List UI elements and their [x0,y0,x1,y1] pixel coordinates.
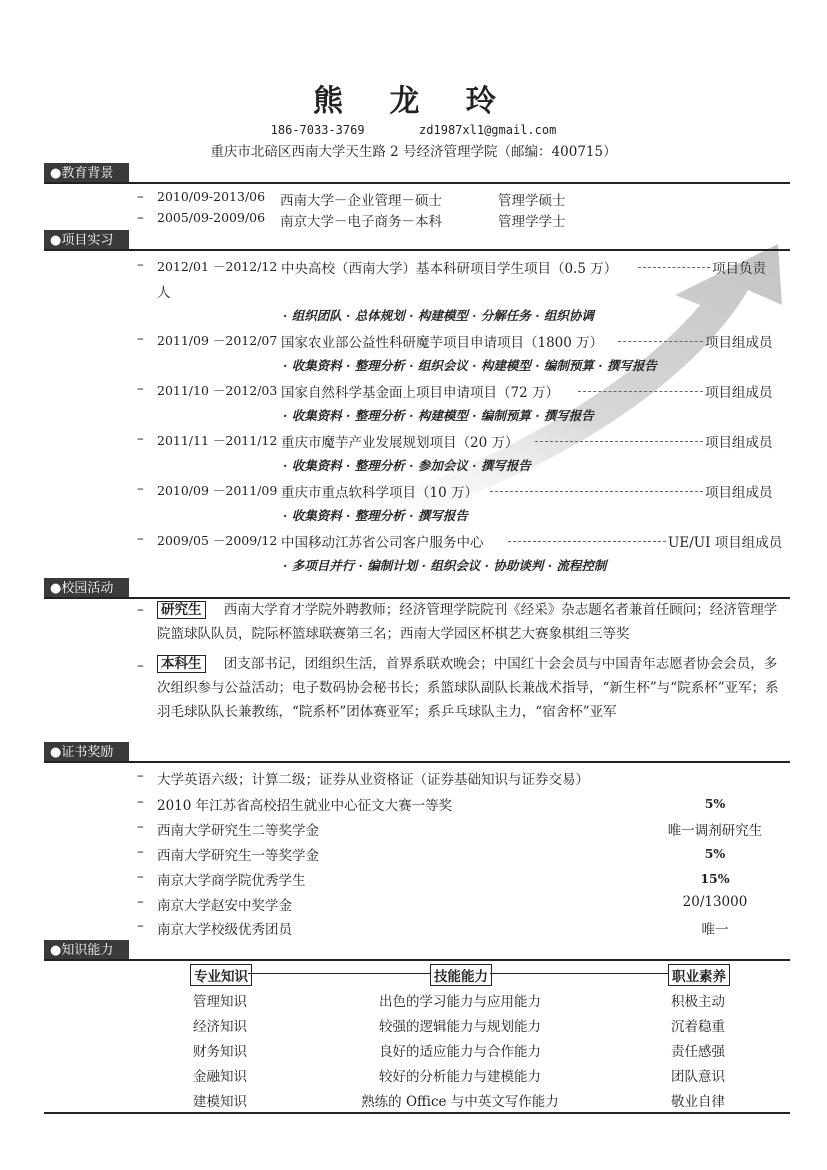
email-address: zd1987xl1@gmail.com [419,123,557,137]
contact-line [0,123,827,137]
knowledge-item: 经济知识 [193,1019,247,1035]
bullet: – [137,531,144,547]
bullet: – [137,189,144,205]
bullet: – [137,257,144,273]
project-role: 项目组成员 [705,335,773,351]
ability-item: 较强的逻辑能力与规划能力 [379,1019,541,1035]
graduate-label: 研究生 [157,601,206,619]
bullet: – [137,768,144,784]
award-text: 2010 年江苏省高校招生就业中心征文大赛一等奖 [157,798,453,814]
connector-line [248,973,430,974]
quality-item: 责任感强 [671,1044,725,1060]
date-range: 2010/09-2013/06 [157,189,266,204]
project-role: UE/UI 项目组成员 [668,535,783,551]
section-title: 项目实习 [61,233,114,248]
section-tab-skills [44,940,129,961]
water-drop-icon: ● [50,745,62,760]
postal-address: 重庆市北碚区西南大学天生路 2 号经济管理学院（邮编：400715） [210,144,617,160]
project-row [0,331,827,351]
knowledge-list [170,990,270,1115]
section-skills [44,940,790,961]
award-note: 20/13000 [682,894,748,910]
education-row [0,189,827,209]
project-role: 项目组成员 [705,385,773,401]
education-row [0,210,827,230]
bottom-divider [44,1112,790,1114]
section-title: 证书奖励 [61,745,114,760]
project-title: 国家自然科学基金面上项目申请项目（72 万） [281,385,559,401]
section-awards [44,742,790,763]
section-education [44,163,790,184]
project-title: 重庆市魔芋产业发展规划项目（20 万） [281,435,519,451]
knowledge-item: 建模知识 [193,1094,247,1110]
bullet: – [137,894,144,910]
bullet: – [137,869,144,885]
leader-line [508,541,666,542]
ability-item: 良好的适应能力与合作能力 [379,1044,541,1060]
leader-line [490,491,703,492]
award-text: 西南大学研究生二等奖学金 [157,823,319,839]
project-keywords [0,506,827,526]
ability-item: 较好的分析能力与建模能力 [379,1069,541,1085]
undergrad-label: 本科生 [157,655,206,673]
skills-header-knowledge: 专业知识 [190,964,252,986]
project-row [0,531,827,551]
qualities-list [648,990,748,1115]
section-tab-awards [44,742,129,763]
project-keywords [0,356,827,376]
leader-line [535,441,703,442]
award-text: 南京大学校级优秀团员 [157,922,292,938]
award-text: 大学英语六级；计算二级；证券从业资格证（证券基础知识与证券交易） [157,772,589,788]
keywords: · 收集资料 · 整理分析 · 构建模型 · 编制预算 · 撰写报告 [283,408,594,423]
project-role: 项目负责 [712,261,766,277]
project-role-cont: 人 [157,285,171,301]
project-keywords [0,406,827,426]
school: 西南大学－企业管理－硕士 [280,193,442,209]
section-title: 校园活动 [61,581,114,596]
connector-line [490,973,668,974]
resume-name: 熊 龙 玲 [313,84,514,119]
project-role-wrap [0,281,827,301]
divider [44,959,790,961]
quality-item: 沉着稳重 [671,1019,725,1035]
keywords: · 收集资料 · 整理分析 · 参加会议 · 撰写报告 [283,458,531,473]
award-note: 唯一 [701,922,729,938]
ability-item: 熟练的 Office 与中英文写作能力 [361,1094,559,1110]
water-drop-icon: ● [50,943,62,958]
date-range: 2010/09 －2011/09 [157,483,278,498]
degree: 管理学学士 [498,214,566,230]
project-role: 项目组成员 [705,485,773,501]
project-row [0,381,827,401]
knowledge-item: 管理知识 [193,994,247,1010]
divider [44,249,790,251]
project-keywords [0,306,827,326]
project-title: 中央高校（西南大学）基本科研项目学生项目（0.5 万） [281,261,618,277]
keywords: · 多项目并行 · 编制计划 · 组织会议 · 协助谈判 · 流程控制 [283,558,607,573]
award-text: 南京大学商学院优秀学生 [157,873,306,889]
award-note: 5% [704,846,726,861]
award-row [0,894,827,914]
water-drop-icon: ● [50,166,62,181]
bullet: – [137,431,144,447]
award-text: 南京大学赵安中奖学金 [157,898,292,914]
project-title: 国家农业部公益性科研魔芋项目申请项目（1800 万） [281,335,604,351]
abilities-list [330,990,590,1115]
section-projects [44,230,790,251]
degree: 管理学硕士 [498,193,566,209]
graduate-text: 西南大学育才学院外聘教师；经济管理学院院刊《经采》杂志题名者兼首任顾问；经济管理学院篮球队队员，院际杯篮球联赛第三名；西南大学园区杯棋艺大赛象棋组三等奖 [157,602,778,642]
campus-graduate [157,598,785,646]
award-note: 5% [704,796,726,811]
bullet: – [137,602,144,618]
award-row [0,819,827,839]
knowledge-item: 财务知识 [193,1044,247,1060]
project-row [0,431,827,451]
project-row [0,481,827,501]
award-row [0,869,827,889]
award-row [0,768,827,788]
skills-header-abilities: 技能能力 [430,964,492,986]
project-role: 项目组成员 [705,435,773,451]
section-campus [44,578,790,599]
bullet: – [137,210,144,226]
date-range: 2005/09-2009/06 [157,210,266,225]
bullet: – [137,918,144,934]
bullet: – [137,844,144,860]
award-note: 15% [700,871,730,886]
bullet: – [137,794,144,810]
leader-line [578,391,703,392]
award-row [0,844,827,864]
water-drop-icon: ● [50,581,62,596]
keywords: · 组织团队 · 总体规划 · 构建模型 · 分解任务 · 组织协调 [283,308,594,323]
date-range: 2011/11 －2011/12 [157,433,278,448]
undergrad-text: 团支部书记，团组织生活，首界系联欢晚会；中国红十会会员与中国青年志愿者协会会员，多次组织参与公益活动；电子数码协会秘书长；系篮球队副队长兼战术指导，“新生杯”与“院系杯”亚军；系羽毛球队队长兼教练，“院系杯”团体赛亚军；系乒乓球队主力，“宿舍杯”亚军 [157,656,779,720]
section-title: 知识能力 [61,943,114,958]
bullet: – [137,381,144,397]
section-title: 教育背景 [61,166,114,181]
award-text: 西南大学研究生一等奖学金 [157,848,319,864]
bullet: – [137,819,144,835]
skills-header-qualities: 职业素养 [668,964,730,986]
quality-item: 积极主动 [671,994,725,1010]
date-range: 2011/10 －2012/03 [157,383,278,398]
divider [44,182,790,184]
water-drop-icon: ● [50,233,62,248]
project-keywords [0,556,827,576]
award-note: 唯一调剂研究生 [667,823,763,839]
project-title: 中国移动江苏省公司客户服务中心 [281,535,484,551]
section-tab-projects [44,230,129,251]
divider [44,761,790,763]
knowledge-item: 金融知识 [193,1069,247,1085]
section-tab-campus [44,578,129,599]
bullet: – [137,481,144,497]
leader-line [638,267,710,268]
bullet: – [137,658,144,674]
leader-line [618,341,703,342]
date-range: 2012/01 －2012/12 [157,259,278,274]
keywords: · 收集资料 · 整理分析 · 组织会议 · 构建模型 · 编制预算 · 撰写报告 [283,358,657,373]
award-row [0,794,827,814]
section-tab-education [44,163,129,184]
award-row [0,918,827,938]
date-range: 2009/05 －2009/12 [157,533,278,548]
keywords: · 收集资料 · 整理分析 · 撰写报告 [283,508,468,523]
campus-undergrad [157,652,785,724]
quality-item: 敬业自律 [671,1094,725,1110]
project-row [0,257,827,277]
date-range: 2011/09 －2012/07 [157,333,278,348]
bullet: – [137,331,144,347]
project-keywords [0,456,827,476]
phone-number: 186-7033-3769 [270,123,365,137]
school: 南京大学－电子商务－本科 [280,214,442,230]
quality-item: 团队意识 [671,1069,725,1085]
ability-item: 出色的学习能力与应用能力 [379,994,541,1010]
project-title: 重庆市重点软科学项目（10 万） [281,485,478,501]
